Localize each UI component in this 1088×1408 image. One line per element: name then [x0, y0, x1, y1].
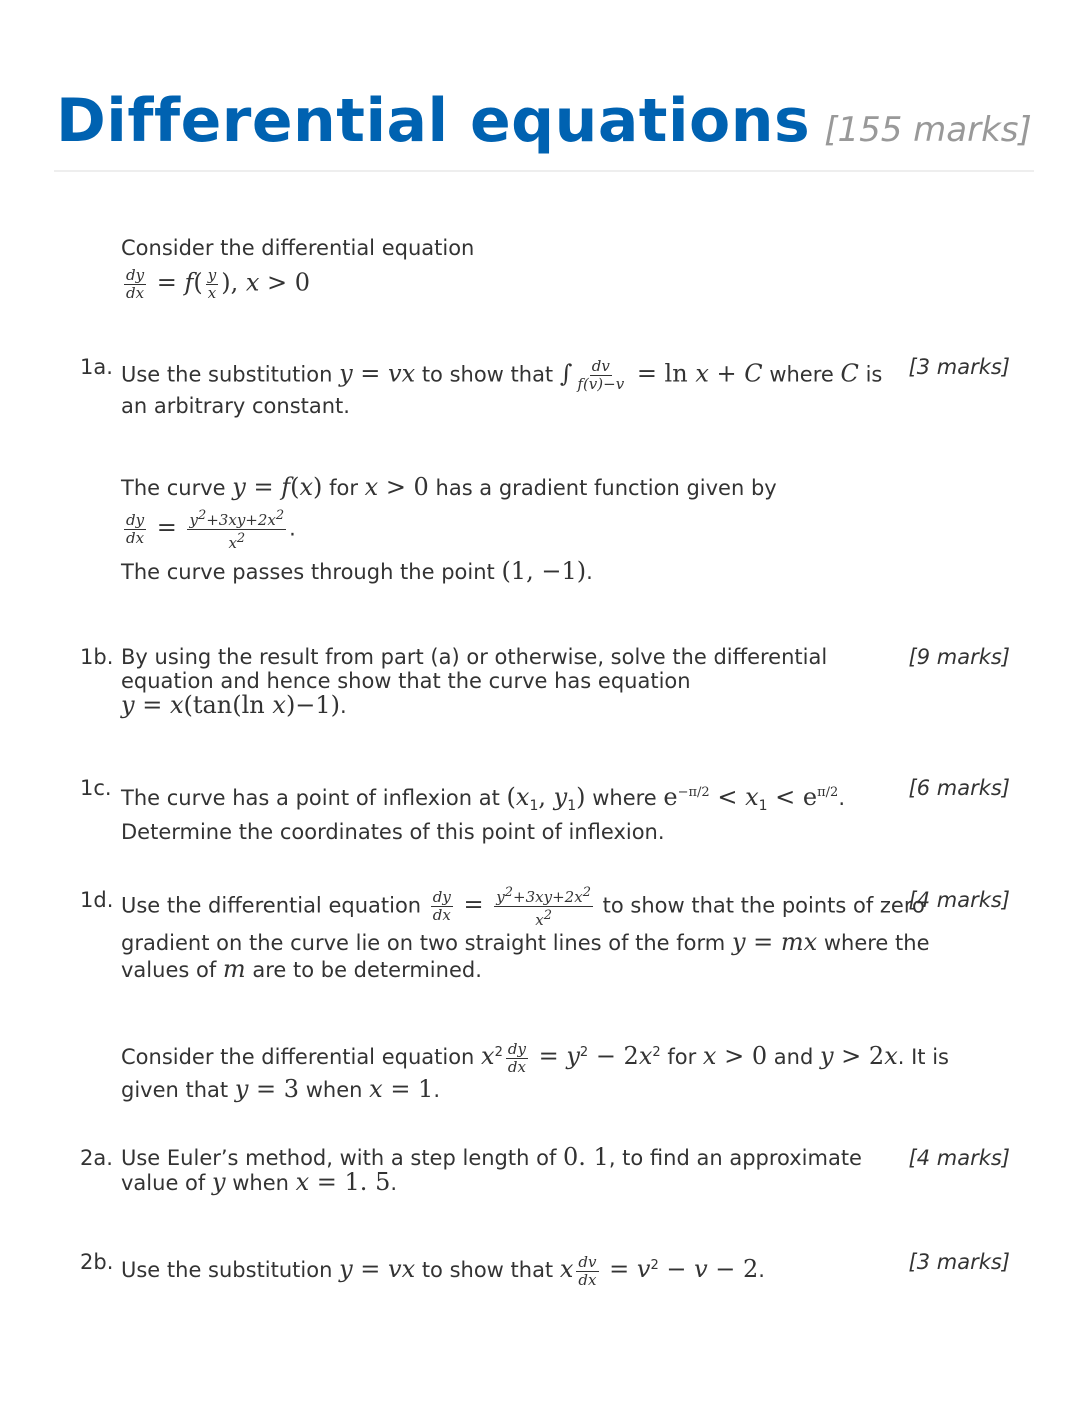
marks-1b: [9 marks]	[908, 645, 1010, 669]
marks-1d: [4 marks]	[908, 888, 1010, 912]
q1a-text-3: where	[769, 362, 834, 387]
question-number-1d: 1d.	[80, 888, 114, 912]
marks-2a: [4 marks]	[908, 1146, 1010, 1170]
question-number-1a: 1a.	[80, 355, 113, 379]
q2a-text-1: Use Euler’s method, with a step length of	[121, 1146, 557, 1170]
question-number-2b: 2b.	[80, 1250, 114, 1274]
question-2b: Use the substitution y = vx to show that x $\frac{dv}{dx}$ = $v^2 - v - 2$.	[121, 1252, 765, 1289]
question-1c: The curve has a point of inflexion at ($x_1$, $y_1$) where $e^{-\pi/2} < x_1 < e^{\pi/2}$. Determine the coordinates of this point of inflexion.	[121, 783, 845, 845]
q1a-text-2: to show that	[421, 362, 554, 387]
q1c-text-3: Determine the coordinates of this point of inflexion.	[121, 820, 665, 845]
total-marks: [155 marks]	[824, 110, 1032, 150]
marks-1c: [6 marks]	[908, 776, 1010, 800]
question-1d: Use the differential equation $\frac{dy}{dx}$ = $\frac{y^2+3xy+2x^2}{x^2}$ to show that the points of zero gradient on the curve lie on two straight lines of the form y = mx where the values of m are to be determined.	[121, 885, 930, 983]
header-divider	[54, 170, 1034, 172]
q2b-text-2: to show that	[421, 1258, 554, 1282]
q1a-text-1: Use the substitution	[121, 362, 333, 387]
equation-1: $\frac{dy}{dx}$ = f( $\frac{y}{x}$ ), x > 0	[126, 266, 311, 302]
q1d-text-2: to show that the points of zero gradient on the curve lie on two straight lines of the form	[121, 893, 925, 955]
context3-text-5: when	[305, 1077, 363, 1102]
marks-1a: [3 marks]	[908, 355, 1010, 379]
question-1b: By using the result from part (a) or otherwise, solve the differential equation and hence show that the curve has equation y = x(tan(ln x)−1).	[121, 645, 828, 719]
q1d-text-1: Use the differential equation	[121, 893, 422, 918]
question-1a: Use the substitution y = vx to show that ∫ $\frac{dv}{f(v)-v}$ = ln x + C where C is an arbitrary constant.	[121, 357, 883, 418]
intro-1	[121, 235, 1001, 302]
q2b-text-1: Use the substitution	[121, 1258, 333, 1282]
context3-text-1: Consider the differential equation	[121, 1045, 475, 1069]
question-2a: Use Euler’s method, with a step length of 0. 1, to find an approximate value of y when x = 1. 5.	[121, 1143, 862, 1196]
context2-text-3: has a gradient function given by	[435, 476, 777, 500]
q1d-text-4: are to be determined.	[252, 958, 482, 982]
q2a-text-3: when	[232, 1171, 289, 1195]
context2-text-1: The curve	[121, 476, 226, 500]
q1d-text-3: where the values of	[121, 931, 930, 982]
question-number-1b: 1b.	[80, 645, 114, 669]
intro-1-text: Consider the differential equation	[121, 236, 475, 260]
context3-text-2: for	[667, 1045, 697, 1069]
question-number-1c: 1c.	[80, 776, 112, 800]
context-2: The curve y = f(x) for x > 0 has a gradient function given by $\frac{dy}{dx}$ = $\frac{y^2+3xy+2x^2}{x^2}$ . The curve passes through the point (1, −1).	[121, 474, 1001, 585]
q1b-text-1: By using the result from part (a) or otherwise, solve the differential equation and hence show that the curve has equation	[121, 645, 828, 693]
q1c-text-1: The curve has a point of inflexion at	[121, 786, 500, 810]
q1c-text-2: where	[592, 786, 657, 810]
context3-text-4: . It is given that	[121, 1045, 949, 1102]
question-number-2a: 2a.	[80, 1146, 113, 1170]
context2-text-4: The curve passes through the point	[121, 560, 495, 584]
page-header	[56, 86, 1034, 156]
marks-2b: [3 marks]	[908, 1250, 1010, 1274]
context3-text-3: and	[773, 1045, 814, 1069]
context2-text-2: for	[329, 476, 358, 500]
context-3: Consider the differential equation $x^2$ $\frac{dy}{dx}$ = $y^2 - 2x^2$ for x > 0 and y > 2x. It is given that y = 3 when x = 1.	[121, 1039, 949, 1103]
equation-2: $\frac{dy}{dx}$ = $\frac{y^2+3xy+2x^2}{x^2}$ .	[126, 508, 296, 552]
q2a-text-2: , to find an approximate value of	[121, 1146, 862, 1195]
page-title: Differential equations	[56, 86, 811, 156]
q1a-text-4: is an arbitrary constant.	[121, 362, 883, 418]
